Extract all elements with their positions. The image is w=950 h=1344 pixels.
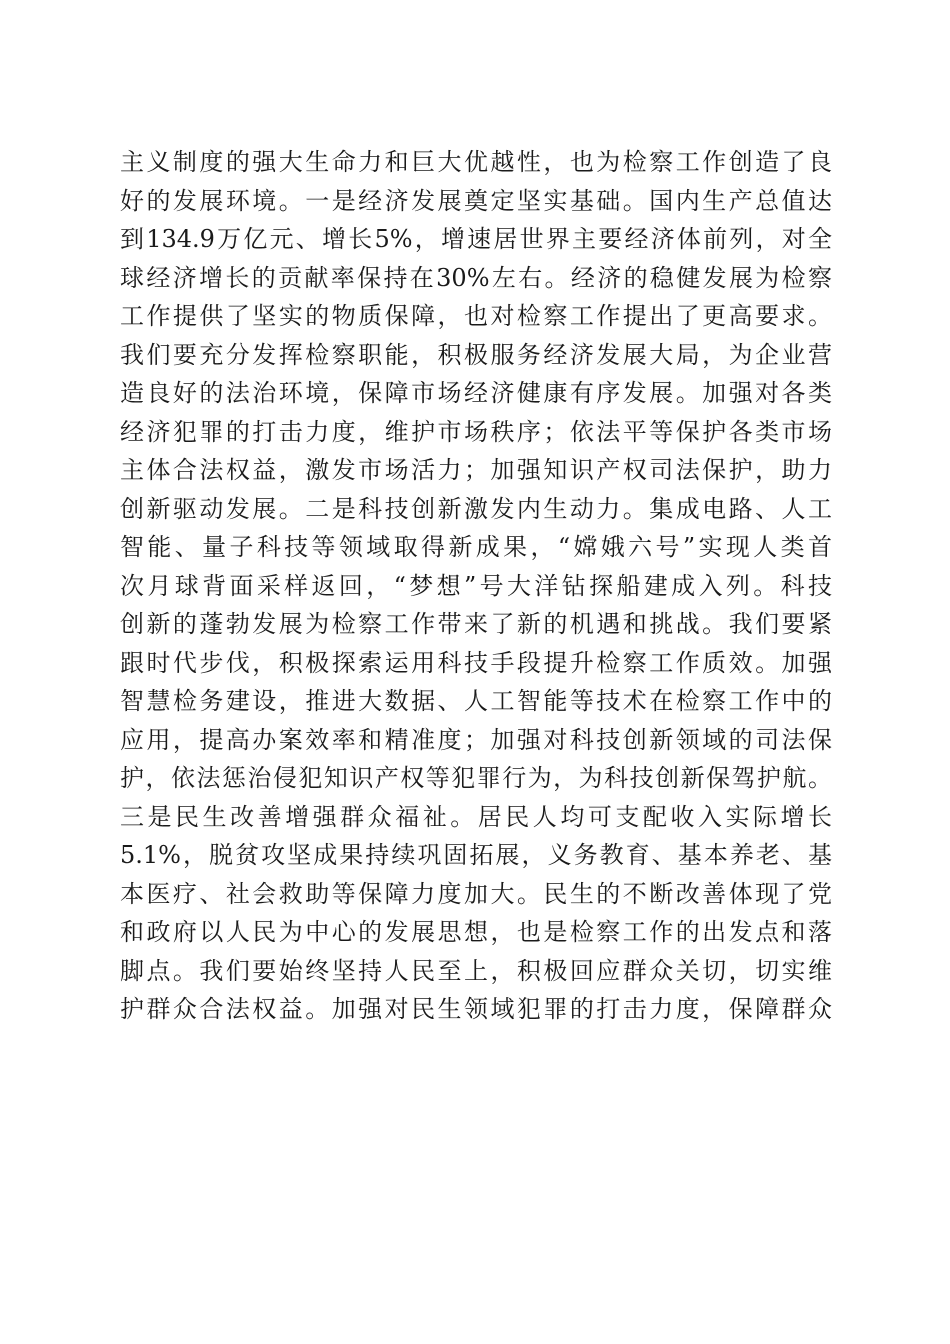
text-line: 球经济增长的贡献率保持在30%左右。经济的稳健发展为检察 bbox=[120, 263, 832, 292]
text-line: 主体合法权益，激发市场活力；加强知识产权司法保护，助力 bbox=[120, 456, 832, 484]
text-line: 脚点。我们要始终坚持人民至上，积极回应群众关切，切实维 bbox=[120, 956, 832, 985]
text-line: 跟时代步伐，积极探索运用科技手段提升检察工作质效。加强 bbox=[120, 648, 832, 677]
text-line: 主义制度的强大生命力和巨大优越性，也为检察工作创造了良 bbox=[120, 148, 832, 176]
text-line: 5.1%，脱贫攻坚成果持续巩固拓展，义务教育、基本养老、基 bbox=[120, 841, 832, 869]
text-line: 我们要充分发挥检察职能，积极服务经济发展大局，为企业营 bbox=[120, 340, 832, 369]
text-line: 创新驱动发展。二是科技创新激发内生动力。集成电路、人工 bbox=[120, 494, 832, 523]
text-line: 创新的蓬勃发展为检察工作带来了新的机遇和挑战。我们要紧 bbox=[120, 610, 832, 638]
body-text bbox=[120, 143, 832, 1029]
text-line: 经济犯罪的打击力度，维护市场秩序；依法平等保护各类市场 bbox=[120, 417, 832, 446]
text-line: 护，依法惩治侵犯知识产权等犯罪行为，为科技创新保驾护航。 bbox=[120, 764, 832, 792]
text-line: 应用，提高办案效率和精准度；加强对科技创新领域的司法保 bbox=[120, 725, 832, 754]
text-line: 造良好的法治环境，保障市场经济健康有序发展。加强对各类 bbox=[120, 379, 832, 407]
text-line: 本医疗、社会救助等保障力度加大。民生的不断改善体现了党 bbox=[120, 879, 832, 908]
text-line: 和政府以人民为中心的发展思想，也是检察工作的出发点和落 bbox=[120, 918, 832, 946]
text-line: 到134.9万亿元、增长5%，增速居世界主要经济体前列，对全 bbox=[120, 225, 832, 253]
text-line: 智能、量子科技等领域取得新成果，“嫦娥六号”实现人类首 bbox=[120, 533, 832, 561]
text-line: 三是民生改善增强群众福祉。居民人均可支配收入实际增长 bbox=[120, 802, 832, 831]
text-line: 工作提供了坚实的物质保障，也对检察工作提出了更高要求。 bbox=[120, 302, 832, 330]
text-line: 智慧检务建设，推进大数据、人工智能等技术在检察工作中的 bbox=[120, 687, 832, 715]
text-line: 护群众合法权益。加强对民生领域犯罪的打击力度，保障群众 bbox=[120, 995, 832, 1023]
text-line: 好的发展环境。一是经济发展奠定坚实基础。国内生产总值达 bbox=[120, 186, 832, 215]
text-line: 次月球背面采样返回，“梦想”号大洋钻探船建成入列。科技 bbox=[120, 571, 832, 600]
